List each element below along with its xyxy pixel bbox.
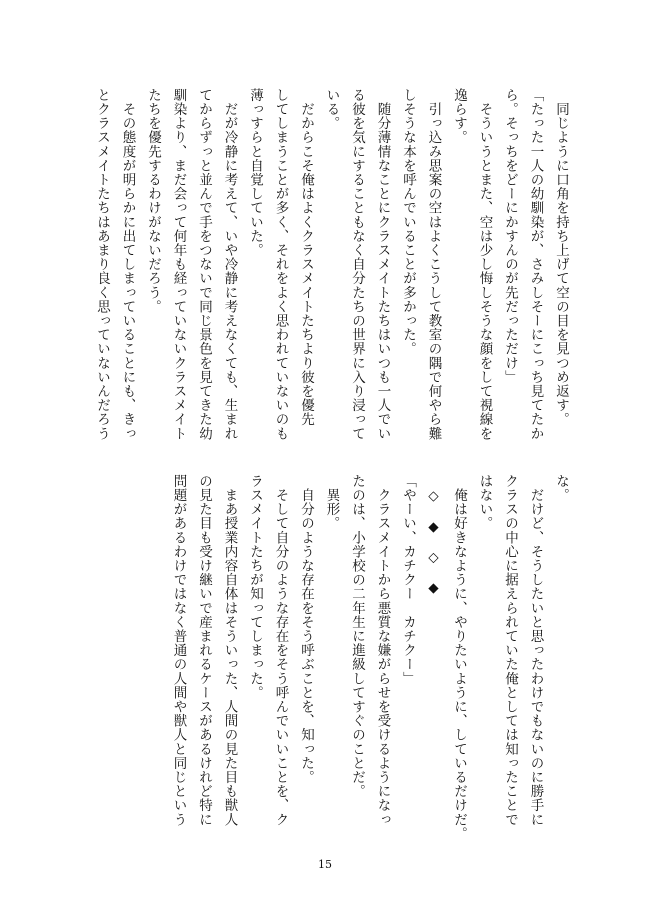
text-line: はない。 [476, 474, 493, 531]
text-line: クラスの中心に据えられていた俺としては知ったことで [502, 474, 518, 827]
text-line: 引っ込み思案の空はよくこうして教室の隅で何やら難 [425, 88, 442, 441]
text-line: 問題があるわけではなく普通の人間や獣人と同じという [170, 474, 187, 827]
lower-text-block [165, 474, 573, 841]
text-line: いる。 [323, 88, 340, 131]
text-line: そして自分のような存在をそう呼んでいいことを、ク [272, 474, 289, 827]
section-break: ◇ ◆ ◇ ◆ [425, 474, 442, 597]
text-line: とクラスメイトたちはあまり良く思っていないんだろう [94, 88, 110, 441]
upper-text-block [89, 88, 574, 448]
text-line: たのは、小学校の二年生に進級してすぐのことだ。 [349, 474, 365, 799]
text-line: 同じように口角を持ち上げて空の目を見つめ返す。 [553, 88, 569, 427]
text-line: ら。そっちをどーにかすんのが先だっただけ」 [502, 88, 518, 385]
text-line: しそうな本を呼んでいることが多かった。 [400, 88, 416, 356]
text-line: 「たった一人の幼馴染が、さみしそーにこっち見てたか [527, 88, 544, 441]
text-line: 自分のような存在をそう呼ぶことを、知った。 [298, 474, 314, 785]
text-line: たちを優先するわけがないだろう。 [145, 88, 161, 314]
text-line: だが冷静に考えて、いや冷静に考えなくても、生まれ [221, 88, 238, 441]
text-line: 薄っすらと自覚していた。 [247, 88, 263, 258]
text-line: 随分薄情なことにクラスメイトたちはいつも一人でい [374, 88, 391, 441]
text-line: 逸らす。 [451, 88, 467, 145]
text-line: だけど、そうしたいと思ったわけでもないのに勝手に [527, 474, 544, 827]
text-line: てからずっと並んで手をつないで同じ景色を見てきた幼 [196, 88, 212, 441]
text-line: 「やーい、カチクー カチクー」 [400, 474, 416, 686]
text-line: る彼を気にすることもなく自分たちの世界に入り浸って [349, 88, 365, 441]
text-line: だからこそ俺はよくクラスメイトたちより彼を優先 [298, 88, 314, 427]
text-line: まあ授業内容自体はそういった、人間の見た目も獣人 [221, 474, 238, 827]
text-line: の見た目も受け継いで産まれるケースがあるけれど特に [196, 474, 212, 827]
text-line: ラスメイトたちが知ってしまった。 [247, 474, 263, 700]
text-line: 俺は好きなように、やりたいように、しているだけだ。 [451, 474, 467, 841]
text-line: 馴染より、まだ会って何年も経っていないクラスメイト [170, 88, 187, 441]
text-line: な。 [553, 474, 569, 503]
text-line: 異形。 [323, 474, 340, 531]
text-line: クラスメイトから悪質な嫌がらせを受けるようになっ [374, 474, 391, 827]
text-line: その態度が明らかに出てしまっていることにも、きっ [119, 88, 136, 441]
text-line: そういうとまた、空は少し悔しそうな顔をして視線を [476, 88, 493, 441]
text-line: してしまうことが多く、それをよく思われていないのも [272, 88, 289, 441]
page-number: 15 [318, 858, 332, 871]
